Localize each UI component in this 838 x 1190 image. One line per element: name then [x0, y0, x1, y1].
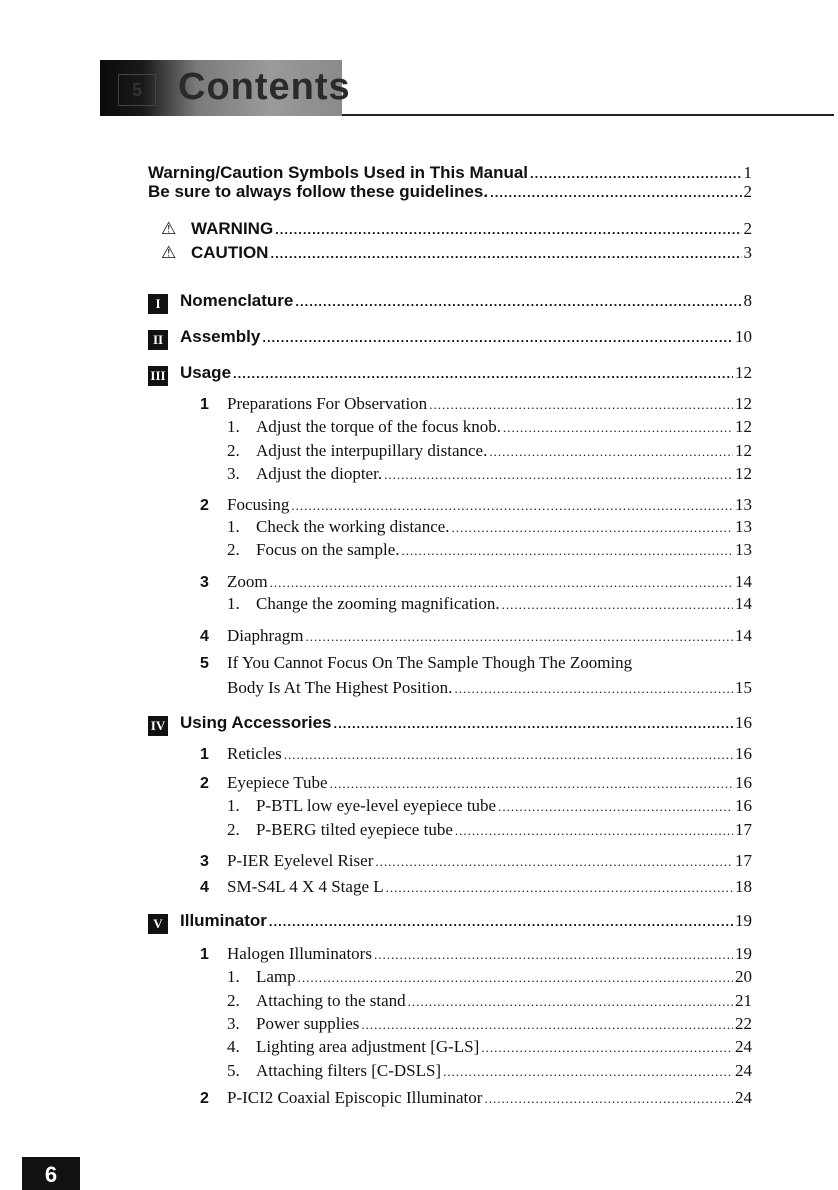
entry-number: 1	[200, 396, 209, 413]
leader-dots	[455, 823, 733, 839]
leader-dots	[275, 222, 741, 237]
toc-entry-label	[148, 182, 488, 202]
entry-title: P-BERG tilted eyepiece tube	[256, 820, 453, 839]
entry-page: 12	[735, 417, 752, 436]
leader-dots	[429, 397, 733, 413]
toc-entry[interactable]	[200, 851, 752, 873]
toc-entry-label	[200, 394, 427, 414]
toc-entry-label	[227, 517, 450, 537]
toc-entry-label	[200, 744, 282, 764]
leader-dots	[502, 597, 733, 613]
entry-number: 1.	[227, 517, 240, 536]
toc-entry-label	[227, 540, 400, 560]
entry-page: 18	[735, 877, 752, 896]
leader-dots	[295, 294, 741, 309]
entry-title: Be sure to always follow these guidelines.	[148, 182, 489, 201]
leader-dots	[489, 444, 733, 460]
toc-entry[interactable]	[200, 495, 752, 517]
toc-entry-label	[227, 594, 500, 614]
entry-page: 14	[735, 572, 752, 591]
toc-entry-label	[161, 243, 268, 263]
toc-entry[interactable]	[200, 572, 752, 594]
contents-banner	[100, 60, 351, 116]
leader-dots	[530, 166, 741, 181]
entry-title: P-IER Eyelevel Riser	[227, 851, 374, 870]
toc-entry[interactable]	[227, 1014, 752, 1036]
leader-dots	[454, 681, 733, 697]
entry-page: 14	[735, 626, 752, 645]
entry-page: 13	[735, 517, 752, 536]
entry-page: 24	[735, 1088, 752, 1107]
entry-page: 16	[735, 744, 752, 763]
entry-title: Eyepiece Tube	[227, 773, 328, 792]
entry-page: 24	[735, 1061, 752, 1080]
toc-entry-label	[200, 495, 289, 515]
entry-title: Assembly	[180, 327, 261, 346]
entry-title: Change the zooming magnification.	[256, 594, 500, 613]
toc-entry-label	[227, 417, 501, 437]
leader-dots	[386, 880, 733, 896]
toc-entry-label	[227, 991, 406, 1011]
toc-entry-label	[227, 1014, 359, 1034]
toc-entry[interactable]	[227, 417, 752, 439]
entry-page: 8	[743, 291, 752, 310]
entry-title: Warning/Caution Symbols Used in This Manual	[148, 163, 529, 182]
toc-entry-label	[227, 464, 382, 484]
toc-entry-label	[148, 911, 267, 934]
toc-entry-label	[148, 163, 528, 183]
entry-title: Attaching to the stand	[256, 991, 406, 1010]
leader-dots	[408, 994, 733, 1010]
entry-page: 10	[735, 327, 752, 346]
entry-number: 2.	[227, 540, 240, 559]
entry-page: 2	[743, 182, 752, 201]
chapter-badge: V	[148, 914, 168, 934]
toc-entry[interactable]	[200, 944, 752, 966]
toc-entry[interactable]	[227, 441, 752, 463]
leader-dots	[233, 366, 733, 381]
leader-dots	[330, 776, 733, 792]
entry-title: Focusing	[227, 495, 290, 514]
leader-dots	[498, 799, 733, 815]
entry-page: 1	[743, 163, 752, 182]
chapter-badge: III	[148, 366, 168, 386]
entry-number: 2	[200, 1090, 209, 1107]
entry-title: SM-S4L 4 X 4 Stage L	[227, 877, 384, 896]
leader-dots	[375, 854, 733, 870]
entry-number: 2	[200, 497, 209, 514]
entry-number: 1	[200, 946, 209, 963]
entry-title: P-ICI2 Coaxial Episcopic Illuminator	[227, 1088, 483, 1107]
toc-entry[interactable]	[148, 291, 752, 313]
toc-entry[interactable]	[227, 967, 752, 989]
toc-entry[interactable]	[161, 243, 752, 265]
entry-number: 4.	[227, 1037, 240, 1056]
toc-entry[interactable]	[200, 744, 752, 766]
leader-dots	[262, 330, 733, 345]
toc-entry[interactable]	[227, 820, 752, 842]
leader-dots	[269, 914, 733, 929]
leader-dots	[305, 629, 733, 645]
entry-page: 20	[735, 967, 752, 986]
entry-title: P-BTL low eye-level eyepiece tube	[256, 796, 497, 815]
entry-number: 4	[200, 879, 209, 896]
toc-entry-label	[200, 877, 384, 897]
toc-entry[interactable]	[227, 540, 752, 562]
warning-triangle-icon: ⚠	[161, 219, 177, 238]
entry-title: Focus on the sample.	[256, 540, 400, 559]
entry-number: 5	[200, 655, 209, 672]
toc-entry-label	[227, 796, 496, 816]
entry-number: 3	[200, 853, 209, 870]
entry-title: Check the working distance.	[256, 517, 450, 536]
toc-entry[interactable]	[200, 773, 752, 795]
entry-title: Diaphragm	[227, 626, 304, 645]
toc-entry[interactable]	[200, 626, 752, 648]
toc-entry-label	[148, 327, 260, 350]
toc-entry-label	[227, 820, 453, 840]
toc-entry[interactable]	[227, 1037, 752, 1059]
entry-title: Zoom	[227, 572, 268, 591]
entry-page: 21	[735, 991, 752, 1010]
leader-dots	[481, 1040, 733, 1056]
toc-entry[interactable]	[148, 911, 752, 933]
leader-dots	[334, 716, 734, 731]
toc-entry-label	[227, 1061, 441, 1081]
leader-dots	[298, 970, 733, 986]
toc-entry-label	[161, 219, 273, 239]
leader-dots	[270, 246, 741, 261]
toc-entry-label	[148, 713, 332, 736]
leader-dots	[384, 467, 733, 483]
entry-title: Illuminator	[180, 911, 267, 930]
leader-dots	[374, 947, 733, 963]
leader-dots	[402, 543, 733, 559]
toc-entry[interactable]	[227, 678, 752, 700]
entry-title: Lighting area adjustment [G-LS]	[256, 1037, 480, 1056]
chapter-badge: II	[148, 330, 168, 350]
entry-title: Adjust the interpupillary distance.	[256, 441, 488, 460]
entry-title: Attaching filters [C-DSLS]	[256, 1061, 442, 1080]
toc-entry-label	[148, 363, 231, 386]
entry-title: Preparations For Observation	[227, 394, 428, 413]
entry-number: 1.	[227, 796, 240, 815]
toc-entry-label	[200, 1088, 482, 1108]
entry-page: 14	[735, 594, 752, 613]
leader-dots	[270, 575, 733, 591]
toc-entry[interactable]	[200, 1088, 752, 1110]
toc-entry[interactable]	[161, 219, 752, 241]
leader-dots	[284, 747, 733, 763]
toc-entry-label	[227, 1037, 479, 1057]
chapter-badge: I	[148, 294, 168, 314]
toc-entry[interactable]	[227, 517, 752, 539]
entry-number: 3.	[227, 464, 240, 483]
entry-title: Adjust the torque of the focus knob.	[256, 417, 502, 436]
leader-dots	[490, 185, 741, 200]
entry-title: WARNING	[191, 219, 274, 238]
entry-page: 16	[735, 713, 752, 732]
leader-dots	[452, 520, 733, 536]
entry-number: 2.	[227, 991, 240, 1010]
entry-page: 22	[735, 1014, 752, 1033]
entry-number: 5.	[227, 1061, 240, 1080]
toc-entry[interactable]	[148, 713, 752, 735]
entry-title: Halogen Illuminators	[227, 944, 372, 963]
toc-entry[interactable]	[148, 363, 752, 385]
toc-entry-label	[200, 851, 373, 871]
toc-entry[interactable]	[227, 1061, 752, 1083]
entry-page: 3	[743, 243, 752, 262]
entry-number: 2	[200, 775, 209, 792]
entry-number: 2.	[227, 820, 240, 839]
entry-page: 13	[735, 540, 752, 559]
entry-page: 24	[735, 1037, 752, 1056]
toc-entry-label	[227, 967, 296, 987]
toc-entry-label	[227, 678, 452, 698]
entry-title: Nomenclature	[180, 291, 294, 310]
entry-page: 12	[735, 363, 752, 382]
toc-entry-label	[148, 291, 293, 314]
entry-page: 19	[735, 944, 752, 963]
entry-page: 12	[735, 441, 752, 460]
entry-title: Using Accessories	[180, 713, 332, 732]
warning-triangle-icon: ⚠	[161, 243, 177, 262]
toc-entry[interactable]	[227, 594, 752, 616]
entry-page: 17	[735, 820, 752, 839]
toc-entry-label	[200, 572, 268, 592]
toc-entry-label	[227, 441, 487, 461]
entry-number: 2.	[227, 441, 240, 460]
toc-entry[interactable]	[200, 653, 752, 675]
toc-entry[interactable]	[200, 394, 752, 416]
toc-entry-label	[200, 653, 632, 673]
toc-entry[interactable]	[227, 991, 752, 1013]
leader-dots	[291, 498, 733, 514]
entry-number: 1.	[227, 594, 240, 613]
entry-page: 12	[735, 464, 752, 483]
entry-page: 19	[735, 911, 752, 930]
entry-title: Usage	[180, 363, 232, 382]
section-number: 5	[118, 74, 156, 106]
toc-entry[interactable]	[148, 327, 752, 349]
entry-page: 2	[743, 219, 752, 238]
entry-title: Power supplies	[256, 1014, 360, 1033]
toc-entry-label	[200, 944, 372, 964]
entry-page: 12	[735, 394, 752, 413]
entry-number: 1.	[227, 417, 240, 436]
entry-page: 15	[735, 678, 752, 697]
toc-entry[interactable]	[227, 464, 752, 486]
entry-title: Lamp	[256, 967, 296, 986]
leader-dots	[484, 1091, 733, 1107]
leader-dots	[361, 1017, 733, 1033]
entry-title: Reticles	[227, 744, 282, 763]
entry-page: 16	[735, 796, 752, 815]
leader-dots	[503, 420, 733, 436]
entry-number: 1.	[227, 967, 240, 986]
toc-entry[interactable]	[200, 877, 752, 899]
entry-title: Body Is At The Highest Position.	[227, 678, 453, 697]
entry-title: CAUTION	[191, 243, 269, 262]
toc-entry-label	[200, 626, 303, 646]
entry-page: 16	[735, 773, 752, 792]
page-number: 6	[22, 1157, 80, 1190]
entry-number: 3.	[227, 1014, 240, 1033]
entry-page: 13	[735, 495, 752, 514]
entry-title: If You Cannot Focus On The Sample Though The Zooming	[227, 653, 633, 672]
page-title: Contents	[178, 66, 351, 108]
chapter-badge: IV	[148, 716, 168, 736]
entry-title: Adjust the diopter.	[256, 464, 383, 483]
toc-entry[interactable]	[227, 796, 752, 818]
header-rule	[342, 114, 834, 116]
entry-number: 4	[200, 628, 209, 645]
entry-page: 17	[735, 851, 752, 870]
entry-number: 3	[200, 574, 209, 591]
toc-entry-label	[200, 773, 328, 793]
toc-entry[interactable]	[148, 182, 752, 204]
entry-number: 1	[200, 746, 209, 763]
leader-dots	[443, 1064, 733, 1080]
